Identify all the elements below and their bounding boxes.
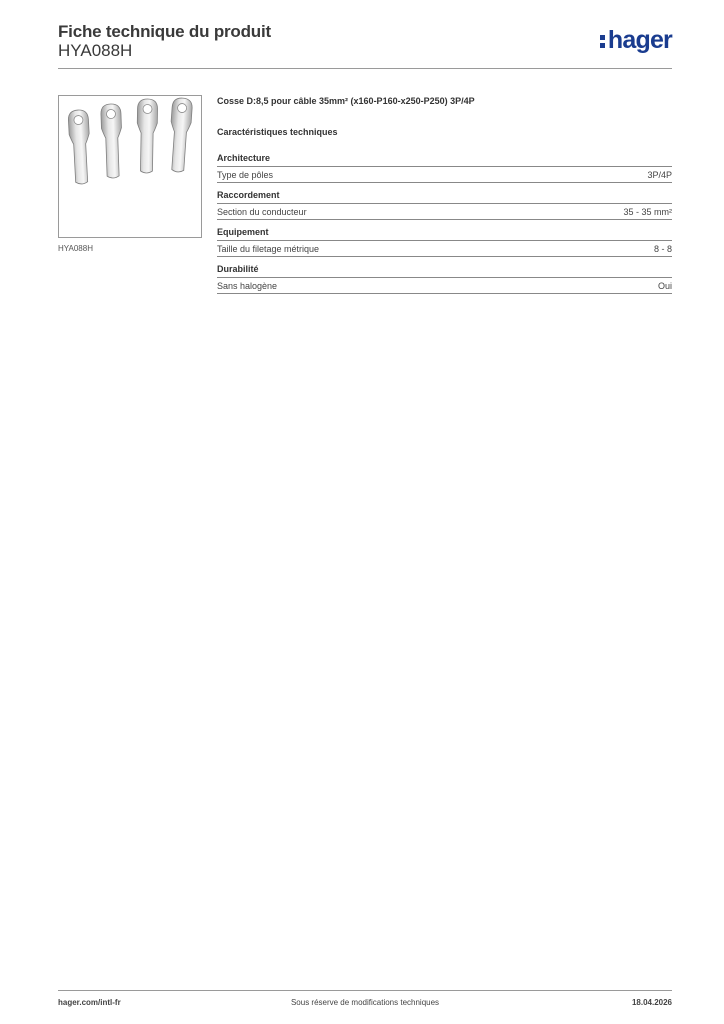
spec-group-equipement xyxy=(217,227,672,257)
spec-value: 3P/4P xyxy=(647,170,672,180)
lug-4 xyxy=(168,97,193,172)
spec-group-architecture xyxy=(217,153,672,183)
footer-website-link[interactable]: hager.com/intl-fr xyxy=(58,998,121,1007)
characteristics-heading: Caractéristiques techniques xyxy=(217,127,338,137)
lug-3 xyxy=(136,99,157,173)
page-header xyxy=(58,20,672,68)
lug-1 xyxy=(68,110,92,185)
spec-row xyxy=(217,204,672,220)
page-footer xyxy=(58,998,672,1010)
footer-date: 18.04.2026 xyxy=(631,998,672,1007)
header-divider xyxy=(58,68,672,69)
image-caption: HYA088H xyxy=(58,244,93,253)
product-description: Cosse D:8,5 pour câble 35mm² (x160-P160-x250-P250) 3P/4P xyxy=(217,96,475,106)
spec-row xyxy=(217,241,672,257)
spec-label: Sans halogène xyxy=(217,281,278,291)
spec-content xyxy=(217,96,672,301)
logo-dots-icon xyxy=(600,33,606,49)
product-image xyxy=(58,95,202,238)
spec-row xyxy=(217,167,672,183)
spec-label: Type de pôles xyxy=(217,170,274,180)
spec-value: 35 - 35 mm² xyxy=(623,207,672,217)
spec-group-title: Raccordement xyxy=(217,190,672,204)
spec-label: Section du conducteur xyxy=(217,207,307,217)
page-title: Fiche technique du produit xyxy=(58,22,271,41)
spec-value: 8 - 8 xyxy=(653,244,672,254)
spec-group-title: Architecture xyxy=(217,153,672,167)
spec-group-durabilite xyxy=(217,264,672,294)
spec-value: Oui xyxy=(657,281,672,291)
spec-group-title: Durabilité xyxy=(217,264,672,278)
cable-lug-illustration xyxy=(59,96,201,237)
spec-group-title: Equipement xyxy=(217,227,672,241)
spec-group-raccordement xyxy=(217,190,672,220)
spec-label: Taille du filetage métrique xyxy=(217,244,320,254)
spec-row xyxy=(217,278,672,294)
product-reference: HYA088H xyxy=(58,41,133,60)
hager-logo xyxy=(600,28,672,53)
lug-2 xyxy=(101,104,124,179)
logo-text: hager xyxy=(607,26,672,54)
footer-notice: Sous réserve de modifications techniques xyxy=(290,998,440,1007)
footer-divider xyxy=(58,990,672,991)
